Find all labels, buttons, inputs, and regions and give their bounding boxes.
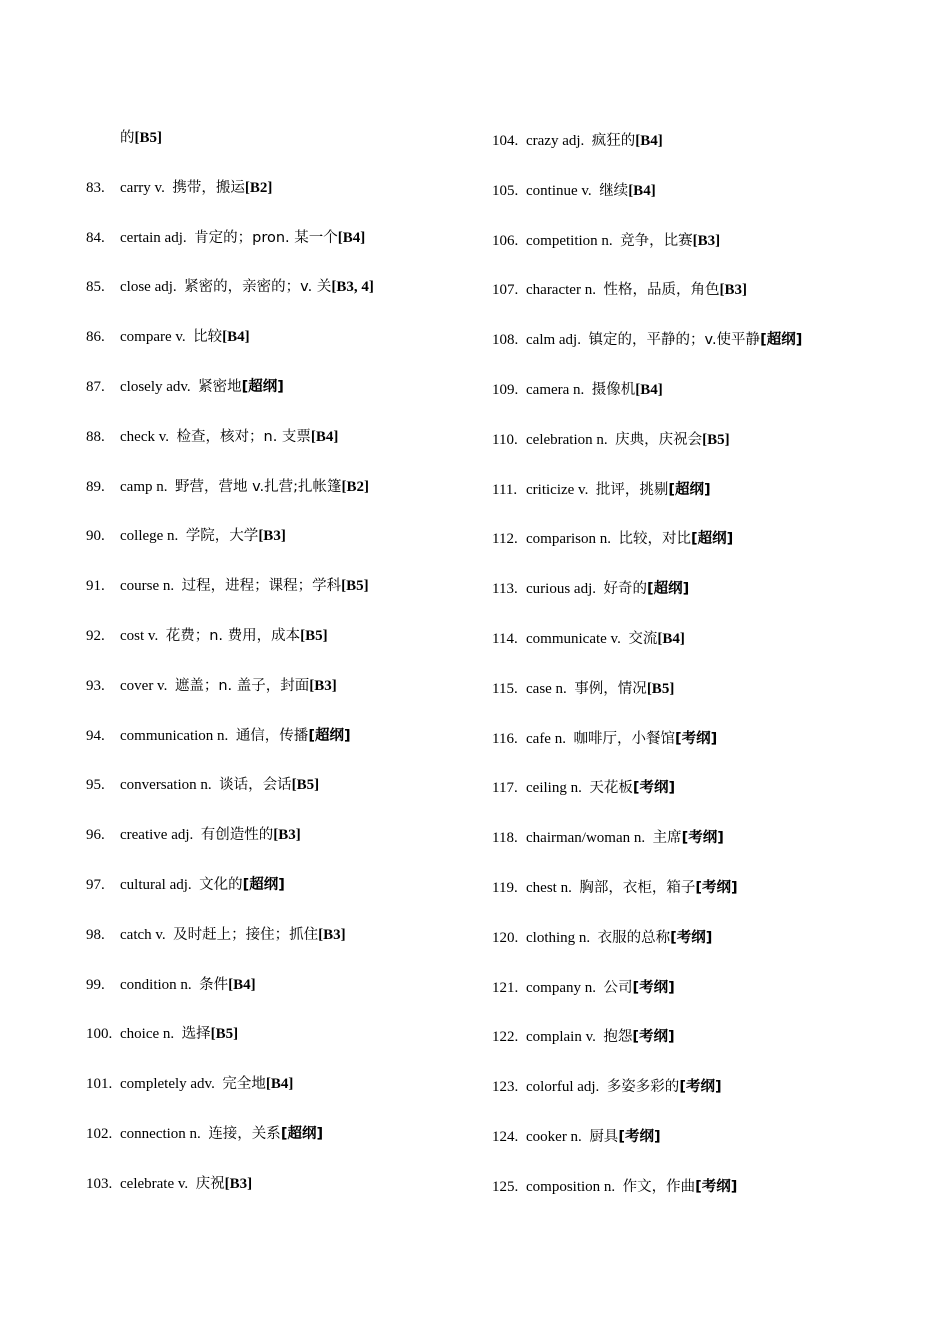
entry-word: course n. — [120, 578, 175, 595]
entry-definition: 遮盖；n. 盖子，封面 — [174, 677, 310, 694]
entry-word: cooker n. — [526, 1129, 582, 1145]
entry-number: 87. — [86, 379, 105, 395]
entry-word: ceiling n. — [526, 780, 582, 797]
entry-level-tag: [超纲] — [760, 332, 803, 349]
entry-number: 85. — [86, 279, 105, 296]
entry-level-tag: [超纲] — [242, 877, 285, 893]
entry-definition: 条件 — [199, 976, 229, 993]
vocab-entry — [86, 377, 284, 397]
entry-definition: 庆典，庆祝会 — [615, 431, 703, 448]
vocab-entry — [86, 676, 337, 696]
entry-level-tag: [B4] — [265, 1076, 294, 1093]
entry-level-tag: [B5] — [210, 1026, 239, 1043]
entry-number: 123. — [492, 1079, 519, 1096]
entry-number: 104. — [492, 133, 519, 149]
entry-word: completely adv. — [120, 1076, 215, 1093]
entry-word: creative adj. — [120, 827, 194, 844]
entry-definition: 性格，品质，角色 — [603, 282, 720, 299]
vocab-entry — [492, 1077, 722, 1097]
entry-word: connection n. — [120, 1126, 201, 1142]
entry-word: conversation n. — [120, 777, 212, 794]
entry-number: 112. — [492, 531, 518, 548]
entry-word: clothing n. — [526, 929, 591, 946]
entry-word: composition n. — [526, 1178, 616, 1195]
entry-level-tag: [B5] — [134, 130, 162, 146]
vocab-entry — [492, 330, 802, 350]
entry-definition: 紧密的，亲密的；v. 关 — [184, 279, 332, 296]
entry-level-tag: [考纲] — [618, 1129, 661, 1145]
entry-definition: 肯定的；pron. 某一个 — [194, 229, 338, 246]
entry-level-tag: [考纲] — [681, 830, 724, 847]
vocab-entry — [86, 128, 162, 148]
vocab-entry — [492, 729, 717, 749]
vocab-entry — [492, 928, 712, 948]
entry-number: 98. — [86, 926, 105, 943]
entry-definition: 好奇的 — [603, 581, 647, 598]
entry-definition: 文化的 — [199, 877, 243, 893]
entry-definition: 镇定的，平静的；v.使平静 — [588, 332, 761, 349]
vocab-entry — [492, 380, 663, 400]
entry-definition: 完全地 — [222, 1076, 266, 1093]
entry-word: catch v. — [120, 926, 166, 943]
entry-definition: 学院，大学 — [185, 528, 259, 545]
entry-word: cover v. — [120, 677, 168, 694]
entry-level-tag: [B5] — [702, 431, 730, 448]
entry-number: 110. — [492, 431, 518, 448]
entry-word: choice n. — [120, 1026, 175, 1043]
entry-level-tag: [B4] — [222, 329, 250, 346]
entry-word: carry v. — [120, 179, 165, 196]
vocab-entry — [86, 576, 369, 596]
entry-number: 116. — [492, 730, 518, 747]
vocab-entry — [86, 975, 256, 995]
entry-definition: 谈话，会话 — [219, 777, 292, 794]
entry-word: chest n. — [526, 880, 572, 896]
entry-number: 115. — [492, 680, 518, 697]
entry-level-tag: [超纲] — [646, 581, 690, 598]
vocab-entry — [492, 480, 711, 500]
entry-level-tag: [B5] — [300, 628, 328, 644]
entry-number: 106. — [492, 232, 519, 249]
entry-number: 100. — [86, 1026, 113, 1043]
entry-level-tag: [B5] — [646, 680, 675, 697]
entry-level-tag: [考纲] — [632, 780, 676, 797]
vocab-entry — [86, 526, 286, 546]
entry-level-tag: [超纲] — [241, 379, 284, 395]
entry-word: cafe n. — [526, 730, 566, 747]
entry-word: certain adj. — [120, 229, 187, 246]
entry-definition: 庆祝 — [195, 1175, 225, 1192]
entry-word: comparison n. — [526, 531, 611, 548]
vocab-entry — [492, 131, 663, 151]
vocab-entry — [86, 228, 365, 248]
entry-word: chairman/woman n. — [526, 830, 646, 847]
entry-number: 105. — [492, 182, 519, 199]
entry-definition: 过程，进程；课程；学科 — [181, 578, 342, 595]
entry-level-tag: [B4] — [228, 976, 256, 993]
entry-level-tag: [考纲] — [632, 979, 675, 996]
entry-level-tag: [超纲] — [308, 727, 351, 744]
entry-number: 97. — [86, 877, 105, 893]
vocab-entry — [492, 280, 747, 300]
vocab-entry — [492, 978, 675, 998]
entry-level-tag: [B5] — [291, 777, 320, 794]
entry-number: 103. — [86, 1175, 113, 1192]
entry-number: 122. — [492, 1029, 519, 1046]
entry-level-tag: [B4] — [635, 382, 663, 398]
vocab-entry — [86, 875, 285, 895]
entry-word: character n. — [526, 282, 596, 299]
entry-definition: 厨具 — [589, 1129, 619, 1145]
vocab-entry — [492, 430, 730, 450]
entry-word: close adj. — [120, 279, 177, 296]
entry-level-tag: [B2] — [341, 478, 370, 495]
entry-number: 92. — [86, 628, 105, 644]
entry-definition: 多姿多彩的 — [606, 1079, 680, 1096]
vocab-entry — [492, 1027, 675, 1047]
vocab-entry — [492, 529, 733, 549]
entry-word: continue v. — [526, 182, 592, 199]
entry-number: 125. — [492, 1178, 519, 1195]
vocab-entry — [86, 327, 250, 347]
entry-definition: 衣服的总称 — [597, 929, 671, 946]
vocab-entry — [86, 1124, 323, 1144]
entry-word: closely adv. — [120, 379, 191, 395]
vocab-entry — [492, 579, 689, 599]
entry-number: 95. — [86, 777, 105, 794]
entry-number: 84. — [86, 229, 105, 246]
entry-word: company n. — [526, 979, 596, 996]
vocab-entry — [492, 1127, 661, 1147]
vocab-entry — [492, 828, 724, 848]
entry-word: competition n. — [526, 232, 613, 249]
vocab-entry — [492, 1177, 737, 1197]
entry-level-tag: [B4] — [337, 229, 366, 246]
vocab-entry — [86, 925, 346, 945]
entry-level-tag: [考纲] — [632, 1029, 675, 1046]
entry-number: 89. — [86, 478, 105, 495]
entry-level-tag: [考纲] — [695, 880, 738, 896]
vocab-entry — [492, 679, 674, 699]
entry-level-tag: [B3] — [258, 528, 286, 545]
entry-number: 102. — [86, 1126, 113, 1142]
entry-number: 91. — [86, 578, 105, 595]
entry-level-tag: [考纲] — [679, 1079, 722, 1096]
entry-number: 114. — [492, 631, 518, 647]
entry-definition: 天花板 — [589, 780, 633, 797]
entry-definition: 批评，挑剔 — [595, 481, 669, 498]
vocab-entry — [492, 231, 720, 251]
entry-definition: 疯狂的 — [591, 133, 636, 149]
vocab-entry — [86, 277, 374, 297]
entry-number: 117. — [492, 780, 518, 797]
vocab-entry — [86, 477, 369, 497]
entry-word: celebrate v. — [120, 1175, 189, 1192]
entry-definition: 携带，搬运 — [172, 179, 245, 196]
entry-number: 124. — [492, 1129, 519, 1145]
entry-level-tag: [超纲] — [690, 531, 734, 548]
entry-level-tag: [B4] — [628, 182, 656, 199]
entry-definition: 有创造性的 — [200, 827, 274, 844]
entry-word: camp n. — [120, 478, 168, 495]
entry-word: celebration n. — [526, 431, 608, 448]
entry-level-tag: [B2] — [244, 179, 273, 196]
vocab-entry — [86, 726, 351, 746]
entry-definition: 摄像机 — [591, 382, 636, 398]
entry-level-tag: [B5] — [341, 578, 369, 595]
entry-definition: 及时赶上；接住；抓住 — [173, 926, 319, 943]
entry-number: 118. — [492, 830, 518, 847]
vocab-entry — [86, 1174, 252, 1194]
entry-number: 99. — [86, 976, 105, 993]
entry-number: 86. — [86, 329, 105, 346]
entry-level-tag: [B3] — [318, 926, 346, 943]
entry-number: 120. — [492, 929, 519, 946]
entry-level-tag: [考纲] — [695, 1178, 738, 1195]
entry-word: camera n. — [526, 382, 585, 398]
entry-level-tag: [B3] — [692, 232, 721, 249]
entry-level-tag: [B3] — [719, 282, 747, 299]
entry-number: 109. — [492, 382, 519, 398]
entry-word: colorful adj. — [526, 1079, 600, 1096]
entry-definition: 检查，核对；n. 支票 — [176, 428, 311, 445]
entry-definition: 的 — [120, 130, 135, 146]
entry-word: cultural adj. — [120, 877, 192, 893]
entry-number: 94. — [86, 727, 105, 744]
entry-word: complain v. — [526, 1029, 596, 1046]
entry-number: 107. — [492, 282, 519, 299]
entry-number: 108. — [492, 332, 519, 349]
entry-word: check v. — [120, 428, 169, 445]
entry-level-tag: [超纲] — [668, 481, 711, 498]
entry-word: condition n. — [120, 976, 192, 993]
entry-word: calm adj. — [526, 332, 581, 349]
entry-word: curious adj. — [526, 581, 596, 598]
entry-level-tag: [B4] — [635, 133, 663, 149]
entry-level-tag: [B3] — [273, 827, 301, 844]
entry-definition: 主席 — [652, 830, 682, 847]
vocab-entry — [492, 181, 656, 201]
entry-definition: 通信，传播 — [235, 727, 309, 744]
vocab-entry — [86, 178, 272, 198]
entry-level-tag: [超纲] — [280, 1126, 324, 1142]
vocab-entry — [86, 775, 319, 795]
entry-number: 96. — [86, 827, 105, 844]
entry-definition: 连接，关系 — [208, 1126, 281, 1142]
entry-word: case n. — [526, 680, 567, 697]
entry-number: 119. — [492, 880, 518, 896]
entry-definition: 公司 — [603, 979, 633, 996]
entry-definition: 胸部，衣柜，箱子 — [579, 880, 696, 896]
entry-definition: 继续 — [599, 182, 629, 199]
entry-definition: 比较，对比 — [618, 531, 691, 548]
vocab-entry — [492, 778, 675, 798]
entry-number: 111. — [492, 481, 518, 498]
entry-definition: 比较 — [193, 329, 223, 346]
entry-word: criticize v. — [526, 481, 589, 498]
entry-word: compare v. — [120, 329, 186, 346]
entry-number: 88. — [86, 428, 105, 445]
entry-number: 83. — [86, 179, 105, 196]
entry-definition: 紧密地 — [198, 379, 242, 395]
entry-definition: 花费；n. 费用，成本 — [165, 628, 301, 644]
entry-word: communicate v. — [526, 631, 621, 647]
entry-definition: 抱怨 — [603, 1029, 633, 1046]
entry-number: 113. — [492, 581, 518, 598]
vocab-entry — [86, 1024, 238, 1044]
vocab-entry — [86, 825, 301, 845]
entry-number: 90. — [86, 528, 105, 545]
entry-level-tag: [B4] — [657, 631, 685, 647]
entry-definition: 交流 — [628, 631, 658, 647]
entry-word: college n. — [120, 528, 179, 545]
vocab-entry — [86, 427, 338, 447]
entry-word: crazy adj. — [526, 133, 585, 149]
entry-number: 101. — [86, 1076, 113, 1093]
entry-definition: 咖啡厅，小餐馆 — [573, 730, 675, 747]
entry-definition: 事例，情况 — [574, 680, 647, 697]
entry-level-tag: [B3, 4] — [331, 279, 374, 296]
entry-number: 121. — [492, 979, 519, 996]
entry-level-tag: [考纲] — [670, 929, 713, 946]
entry-level-tag: [B3] — [309, 677, 337, 694]
entry-number: 93. — [86, 677, 105, 694]
entry-word: cost v. — [120, 628, 159, 644]
entry-definition: 竞争，比赛 — [620, 232, 693, 249]
entry-definition: 野营，营地 v.扎营;扎帐篷 — [174, 478, 342, 495]
entry-level-tag: [B4] — [310, 428, 339, 445]
vocab-entry — [86, 1074, 293, 1094]
entry-level-tag: [考纲] — [674, 730, 718, 747]
entry-definition: 选择 — [181, 1026, 211, 1043]
entry-level-tag: [B3] — [224, 1175, 253, 1192]
vocab-entry — [86, 626, 328, 646]
entry-definition: 作文，作曲 — [622, 1178, 696, 1195]
vocab-entry — [492, 629, 685, 649]
vocab-entry — [492, 878, 738, 898]
entry-word: communication n. — [120, 727, 229, 744]
